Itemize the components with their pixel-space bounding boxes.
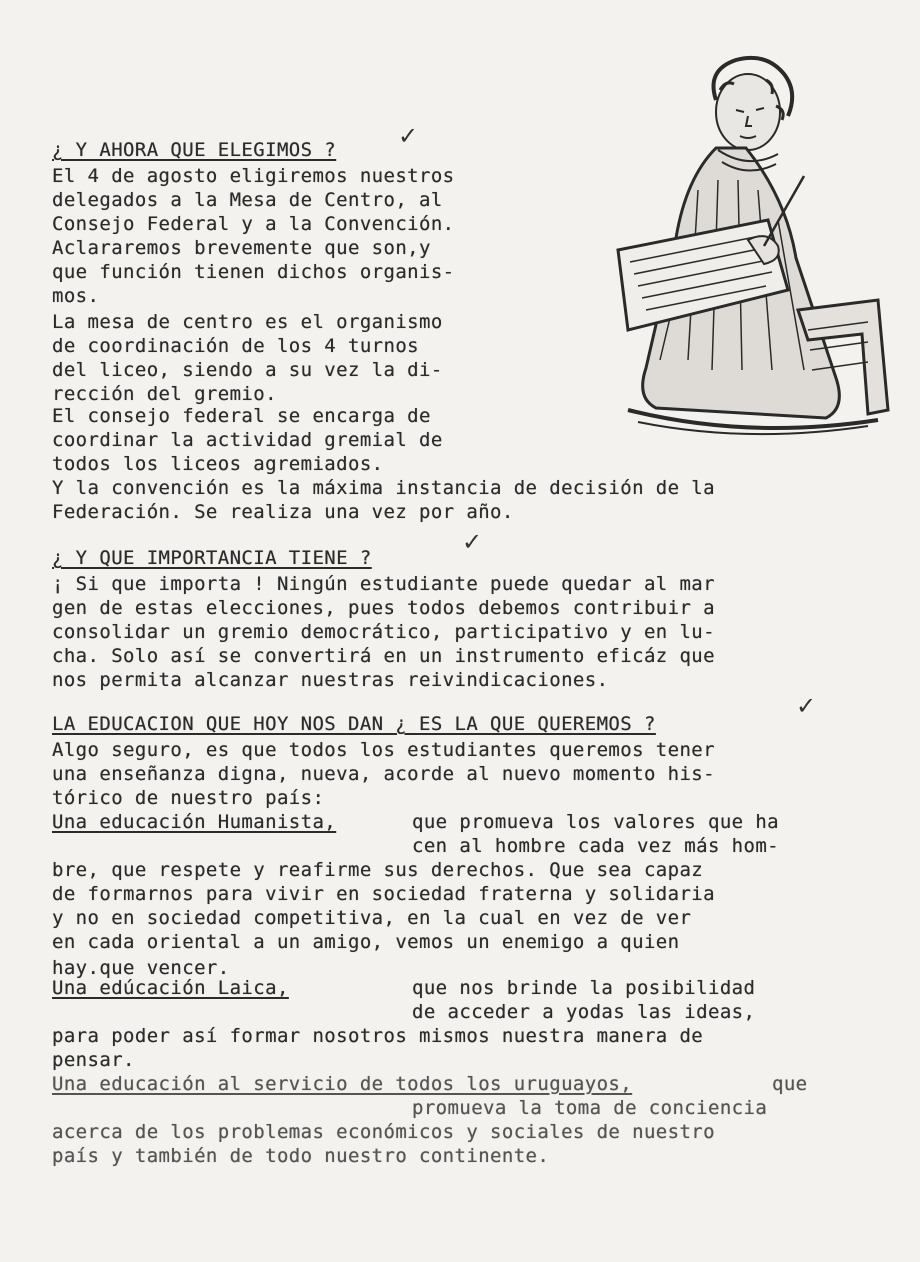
- text-line: El 4 de agosto eligiremos nuestros: [52, 165, 455, 187]
- text-line: rección del gremio.: [52, 383, 277, 405]
- text-line: cha. Solo así se convertirá en un instrumento eficáz que: [52, 645, 715, 667]
- text-line: que promueva los valores que ha: [412, 811, 780, 833]
- checkmark-icon: ✓: [398, 122, 419, 150]
- item-title: Una educación Humanista,: [52, 811, 337, 833]
- text-line: acerca de los problemas económicos y sociales de nuestro: [52, 1121, 715, 1143]
- text-line: pensar.: [52, 1049, 135, 1071]
- text-line: El consejo federal se encarga de: [52, 405, 431, 427]
- text-line: Consejo Federal y a la Convención.: [52, 213, 455, 235]
- text-line: Algo seguro, es que todos los estudiantes queremos tener: [52, 739, 715, 761]
- text-line: consolidar un gremio democrático, participativo y en lu-: [52, 621, 715, 643]
- text-line: Federación. Se realiza una vez por año.: [52, 501, 514, 523]
- text-line: cen al hombre cada vez más hom-: [412, 835, 780, 857]
- text-line: país y también de todo nuestro continente.: [52, 1145, 550, 1167]
- text-line: Y la convención es la máxima instancia de decisión de la: [52, 477, 715, 499]
- scribe-illustration: [598, 50, 898, 445]
- item-title: Una edúcación Laica,: [52, 977, 289, 999]
- item-title: Una educación al servicio de todos los uruguayos,: [52, 1073, 633, 1095]
- section-heading: ¿ Y AHORA QUE ELEGIMOS ?: [52, 139, 337, 161]
- text-line: Aclararemos brevemente que son,y: [52, 237, 431, 259]
- text-line: coordinar la actividad gremial de: [52, 429, 443, 451]
- text-line: de acceder a yodas las ideas,: [412, 1001, 756, 1023]
- text-line: que nos brinde la posibilidad: [412, 977, 756, 999]
- text-line: La mesa de centro es el organismo: [52, 311, 443, 333]
- text-line: gen de estas elecciones, pues todos debemos contribuir a: [52, 597, 715, 619]
- checkmark-icon: ✓: [462, 528, 483, 556]
- text-line: para poder así formar nosotros mismos nuestra manera de: [52, 1025, 704, 1047]
- text-line: en cada oriental a un amigo, vemos un enemigo a quien: [52, 931, 680, 953]
- text-line: promueva la toma de conciencia: [412, 1097, 768, 1119]
- text-line: hay.que vencer.: [52, 957, 230, 979]
- text-line: que función tienen dichos organis-: [52, 261, 455, 283]
- text-line: que: [772, 1073, 808, 1095]
- section-heading: ¿ Y QUE IMPORTANCIA TIENE ?: [52, 547, 372, 569]
- text-line: delegados a la Mesa de Centro, al: [52, 189, 443, 211]
- text-line: todos los liceos agremiados.: [52, 453, 384, 475]
- text-line: de coordinación de los 4 turnos: [52, 335, 420, 357]
- text-line: mos.: [52, 285, 100, 307]
- text-line: nos permita alcanzar nuestras reivindicaciones.: [52, 669, 609, 691]
- text-line: bre, que respete y reafirme sus derechos. Que sea capaz: [52, 859, 704, 881]
- text-line: una enseñanza digna, nueva, acorde al nuevo momento his-: [52, 763, 715, 785]
- text-line: tórico de nuestro país:: [52, 787, 325, 809]
- text-line: ¡ Si que importa ! Ningún estudiante puede quedar al mar: [52, 573, 715, 595]
- text-line: del liceo, siendo a su vez la di-: [52, 359, 443, 381]
- section-heading: LA EDUCACION QUE HOY NOS DAN ¿ ES LA QUE QUEREMOS ?: [52, 713, 656, 735]
- checkmark-icon: ✓: [796, 692, 817, 720]
- text-line: y no en sociedad competitiva, en la cual en vez de ver: [52, 907, 692, 929]
- text-line: de formarnos para vivir en sociedad fraterna y solidaria: [52, 883, 715, 905]
